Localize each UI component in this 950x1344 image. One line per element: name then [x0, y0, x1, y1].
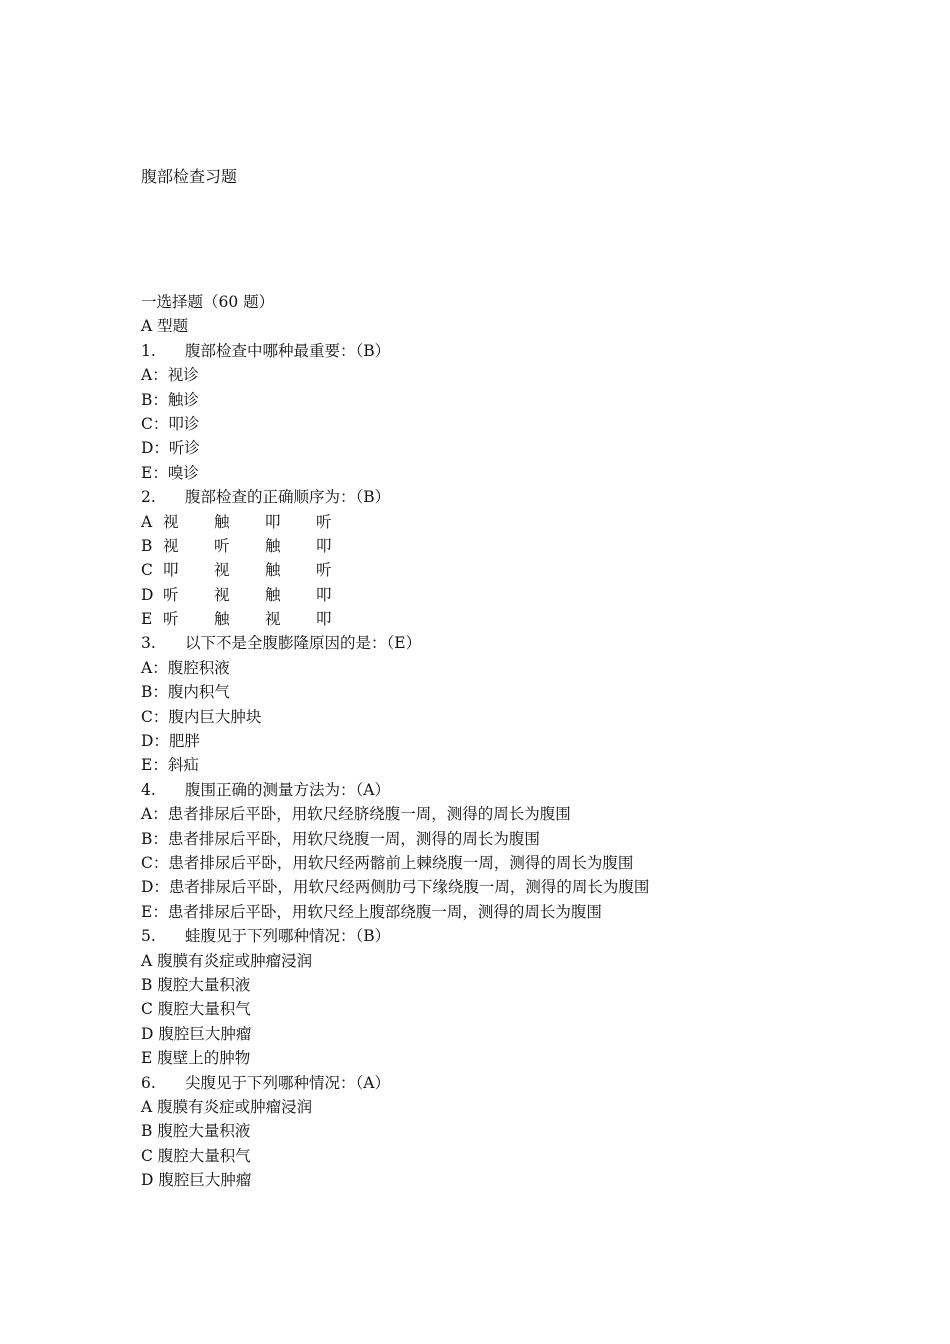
- option: D 腹腔巨大肿瘤: [141, 1171, 252, 1190]
- question-1: [141, 339, 841, 485]
- option: D：患者排尿后平卧，用软尺经两侧肋弓下缘绕腹一周，测得的周长为腹围: [141, 878, 650, 897]
- option: A 腹膜有炎症或肿瘤浸润: [141, 1097, 313, 1116]
- order-row-letter: D: [141, 585, 154, 604]
- order-cell: 听: [316, 512, 332, 531]
- question-stem: [141, 778, 841, 802]
- document-title: 腹部检查习题: [141, 167, 238, 186]
- question-stem: [141, 339, 841, 363]
- option: C：叩诊: [141, 414, 200, 433]
- option: C 腹腔大量积气: [141, 1000, 251, 1019]
- option: B：触诊: [141, 390, 199, 409]
- order-row: [141, 510, 841, 534]
- question-text: 腹部检查中哪种最重要：（B）: [185, 341, 391, 360]
- question-stem: [141, 1071, 841, 1095]
- order-cell: 叩: [316, 536, 332, 555]
- order-cell: 视: [163, 536, 179, 555]
- option: D 腹腔巨大肿瘤: [141, 1024, 252, 1043]
- question-4: [141, 778, 841, 924]
- order-cell: 视: [163, 512, 179, 531]
- option: E：患者排尿后平卧，用软尺经上腹部绕腹一周，测得的周长为腹围: [141, 902, 602, 921]
- order-cell: 叩: [316, 610, 332, 629]
- order-cell: 听: [163, 610, 179, 629]
- option: E：嗅诊: [141, 463, 199, 482]
- order-row-letter: B: [141, 536, 153, 555]
- option: A：视诊: [141, 366, 199, 385]
- order-cell: 视: [214, 561, 230, 580]
- question-number: 5.: [141, 927, 156, 946]
- question-3: [141, 631, 841, 777]
- option: D：听诊: [141, 439, 200, 458]
- order-row: [141, 558, 841, 582]
- order-cell: 触: [214, 512, 230, 531]
- type-heading: A 型题: [141, 317, 189, 336]
- option: C：患者排尿后平卧，用软尺经两髂前上棘绕腹一周，测得的周长为腹围: [141, 853, 634, 872]
- question-number: 6.: [141, 1073, 156, 1092]
- order-cell: 触: [265, 585, 281, 604]
- question-text: 腹部检查的正确顺序为：（B）: [185, 488, 391, 507]
- option: A 腹膜有炎症或肿瘤浸润: [141, 951, 313, 970]
- question-5: [141, 924, 841, 1070]
- option: C 腹腔大量积气: [141, 1146, 251, 1165]
- option: E：斜疝: [141, 756, 199, 775]
- order-row-letter: E: [141, 610, 153, 629]
- order-cell: 听: [214, 536, 230, 555]
- order-cell: 触: [265, 561, 281, 580]
- option: E 腹壁上的肿物: [141, 1049, 251, 1068]
- question-stem: [141, 631, 841, 655]
- order-row: [141, 607, 841, 631]
- option: D：肥胖: [141, 732, 200, 751]
- order-cell: 触: [214, 610, 230, 629]
- question-text: 尖腹见于下列哪种情况：（A）: [185, 1073, 390, 1092]
- document-body: [141, 290, 841, 1192]
- question-number: 4.: [141, 780, 156, 799]
- question-6: [141, 1071, 841, 1193]
- question-number: 1.: [141, 341, 156, 360]
- question-number: 3.: [141, 634, 156, 653]
- question-number: 2.: [141, 488, 156, 507]
- question-2: [141, 485, 841, 631]
- option: A：患者排尿后平卧，用软尺经脐绕腹一周，测得的周长为腹围: [141, 805, 571, 824]
- order-cell: 视: [214, 585, 230, 604]
- question-text: 蛙腹见于下列哪种情况：（B）: [185, 927, 391, 946]
- question-stem: [141, 924, 841, 948]
- order-cell: 视: [265, 610, 281, 629]
- order-row: [141, 583, 841, 607]
- order-cell: 叩: [163, 561, 179, 580]
- order-cell: 听: [316, 561, 332, 580]
- option: B：腹内积气: [141, 683, 230, 702]
- order-cell: 触: [265, 536, 281, 555]
- section-heading: 一选择题（60 题）: [141, 293, 275, 311]
- option: C：腹内巨大肿块: [141, 707, 262, 726]
- question-stem: [141, 485, 841, 509]
- order-cell: 叩: [265, 512, 281, 531]
- order-row-letter: A: [141, 512, 153, 531]
- option: B：患者排尿后平卧，用软尺绕腹一周，测得的周长为腹围: [141, 829, 540, 848]
- order-cell: 叩: [316, 585, 332, 604]
- question-text: 腹围正确的测量方法为：（A）: [185, 780, 390, 799]
- question-text: 以下不是全腹膨隆原因的是：（E）: [185, 634, 422, 653]
- option: A：腹腔积液: [141, 658, 230, 677]
- order-row: [141, 534, 841, 558]
- order-row-letter: C: [141, 561, 153, 580]
- option: B 腹腔大量积液: [141, 1122, 251, 1141]
- order-cell: 听: [163, 585, 179, 604]
- option: B 腹腔大量积液: [141, 975, 251, 994]
